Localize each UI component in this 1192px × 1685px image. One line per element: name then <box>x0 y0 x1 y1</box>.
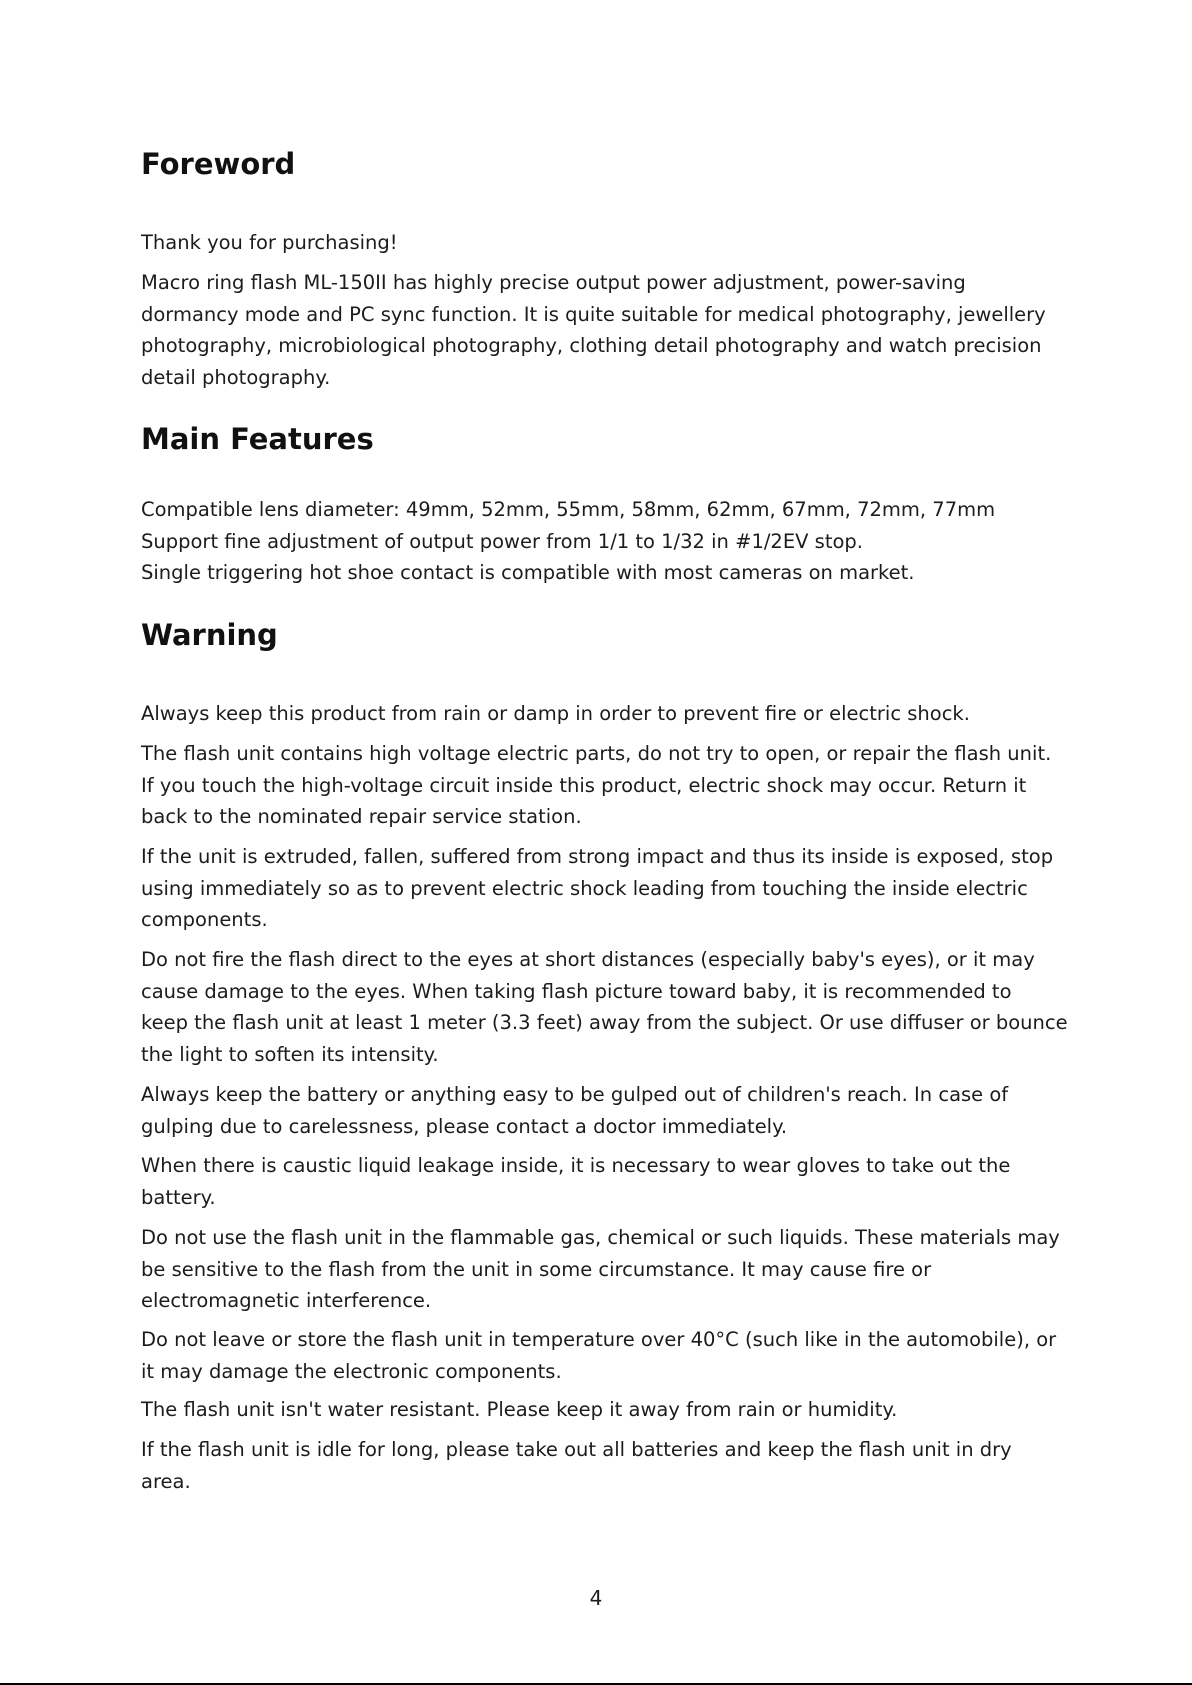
text-line: back to the nominated repair service station. <box>141 805 582 828</box>
text-line: Always keep the battery or anything easy to be gulped out of children's reach. In case of <box>141 1083 1009 1106</box>
text-line: keep the flash unit at least 1 meter (3.3 feet) away from the subject. Or use diffuser or bounce <box>141 1011 1068 1034</box>
text-line: If you touch the high-voltage circuit inside this product, electric shock may occur. Return it <box>141 773 1027 797</box>
feature-item: Compatible lens diameter: 49mm, 52mm, 55mm, 58mm, 62mm, 67mm, 72mm, 77mm <box>141 498 996 521</box>
warning-paragraph <box>141 1324 1057 1387</box>
main-features-heading: Main Features <box>141 422 374 456</box>
feature-item: Support fine adjustment of output power from 1/1 to 1/32 in #1/2EV stop. <box>141 529 863 553</box>
text-line: be sensitive to the flash from the unit in some circumstance. It may cause fire or <box>141 1257 932 1281</box>
warning-paragraph <box>141 944 1068 1070</box>
manual-page <box>141 0 1068 1685</box>
warning-paragraph <box>141 698 1051 730</box>
text-line: electromagnetic interference. <box>141 1289 432 1312</box>
page-number: 4 <box>589 1586 603 1610</box>
foreword-heading: Foreword <box>141 147 296 181</box>
text-line: using immediately so as to prevent electric shock leading from touching the inside electric <box>141 876 1028 900</box>
text-line: area. <box>141 1469 191 1493</box>
text-line: The flash unit isn't water resistant. Please keep it away from rain or humidity. <box>141 1398 898 1421</box>
warning-paragraph <box>141 738 1051 833</box>
text-line: Do not use the flash unit in the flammable gas, chemical or such liquids. These materials may <box>141 1226 1060 1249</box>
text-line: The flash unit contains high voltage electric parts, do not try to open, or repair the flash unit. <box>141 742 1052 765</box>
foreword-thanks <box>141 227 1051 259</box>
text-line: Always keep this product from rain or damp in order to prevent fire or electric shock. <box>141 702 970 725</box>
warning-paragraph <box>141 841 1054 936</box>
warning-paragraph <box>141 1222 1060 1317</box>
warning-paragraph <box>141 1079 1051 1142</box>
text-line: dormancy mode and PC sync function. It is quite suitable for medical photography, jewellery <box>141 302 1046 326</box>
foreword-intro <box>141 267 1051 393</box>
text-line: battery. <box>141 1185 216 1209</box>
warning-heading: Warning <box>141 618 278 652</box>
text-line: cause damage to the eyes. When taking flash picture toward baby, it is recommended to <box>141 979 1012 1003</box>
text-line: photography, microbiological photography, clothing detail photography and watch precision <box>141 334 1042 357</box>
warning-paragraph <box>141 1150 1051 1213</box>
features-list <box>141 494 1051 589</box>
feature-item: Single triggering hot shoe contact is compatible with most cameras on market. <box>141 561 915 584</box>
text-line: If the flash unit is idle for long, please take out all batteries and keep the flash unit in dry <box>141 1438 1012 1461</box>
text-line: the light to soften its intensity. <box>141 1042 439 1066</box>
text-line: gulping due to carelessness, please contact a doctor immediately. <box>141 1114 788 1138</box>
text-line: When there is caustic liquid leakage inside, it is necessary to wear gloves to take out the <box>141 1154 1011 1177</box>
text-line: Do not leave or store the flash unit in temperature over 40°C (such like in the automobile), or <box>141 1328 1057 1351</box>
text-line: detail photography. <box>141 365 331 389</box>
text-line: Macro ring flash ML-150II has highly precise output power adjustment, power-saving <box>141 271 966 294</box>
text-line: Do not fire the flash direct to the eyes at short distances (especially baby's eyes), or it may <box>141 948 1035 971</box>
text-line: Thank you for purchasing! <box>141 231 398 254</box>
warning-paragraph <box>141 1394 1051 1426</box>
text-line: it may damage the electronic components. <box>141 1359 562 1383</box>
text-line: components. <box>141 908 268 931</box>
text-line: If the unit is extruded, fallen, suffered from strong impact and thus its inside is exposed, stop <box>141 845 1054 868</box>
warning-paragraph <box>141 1434 1051 1497</box>
